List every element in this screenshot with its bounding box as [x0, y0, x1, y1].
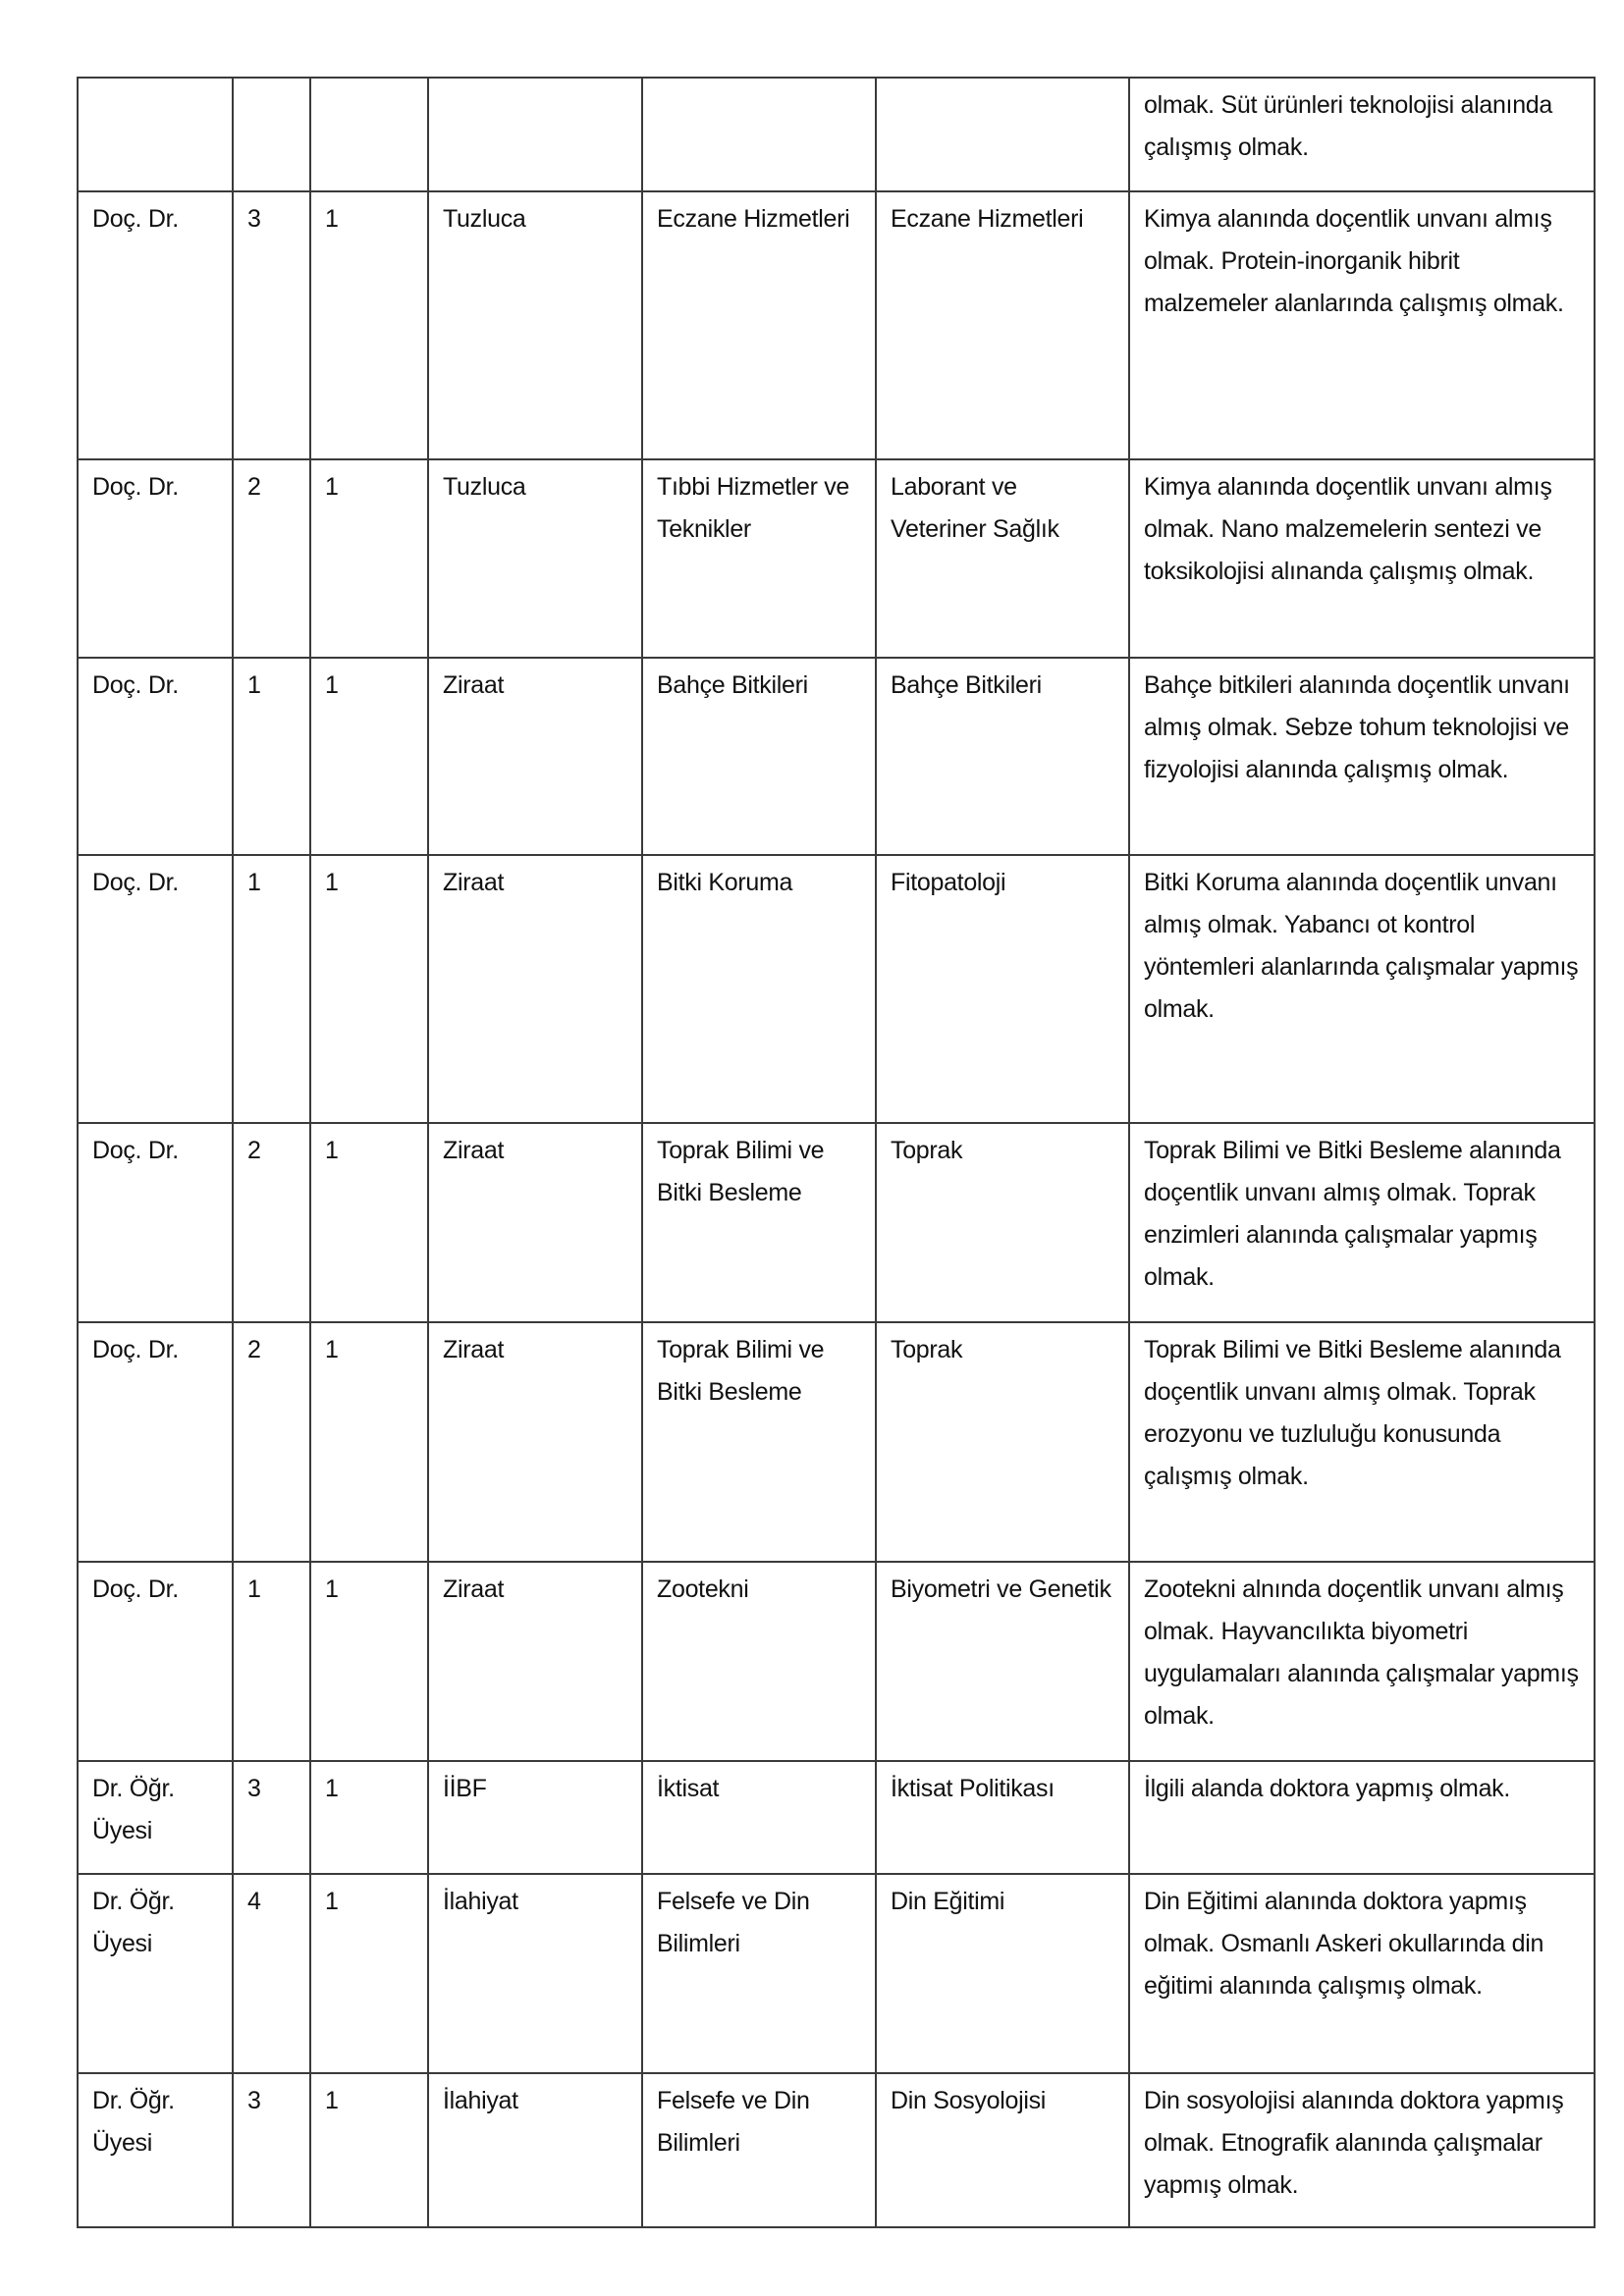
requirement-cell: Din sosyolojisi alanında doktora yapmış olmak. Etnografik alanında çalışmalar yapmış olmak. — [1129, 2073, 1595, 2227]
table-row — [78, 1123, 1595, 1322]
field-cell: Toprak — [876, 1123, 1129, 1322]
faculty-cell: Tuzluca — [428, 459, 642, 658]
title-cell: Dr. Öğr. Üyesi — [78, 1874, 233, 2073]
table-row — [78, 855, 1595, 1123]
department-cell — [642, 78, 876, 191]
table-row — [78, 459, 1595, 658]
faculty-cell: Ziraat — [428, 1562, 642, 1761]
department-cell: Felsefe ve Din Bilimleri — [642, 2073, 876, 2227]
department-cell: Tıbbi Hizmetler ve Teknikler — [642, 459, 876, 658]
quota-cell: 1 — [310, 1874, 428, 2073]
department-cell: Toprak Bilimi ve Bitki Besleme — [642, 1123, 876, 1322]
staff-positions-table — [77, 77, 1596, 2228]
quota-cell — [310, 78, 428, 191]
department-cell: Bitki Koruma — [642, 855, 876, 1123]
title-cell: Dr. Öğr. Üyesi — [78, 2073, 233, 2227]
field-cell: Laborant ve Veteriner Sağlık — [876, 459, 1129, 658]
table-row — [78, 1322, 1595, 1562]
field-cell — [876, 78, 1129, 191]
field-cell: Din Sosyolojisi — [876, 2073, 1129, 2227]
quota-cell: 1 — [310, 459, 428, 658]
count-cell: 2 — [233, 1322, 310, 1562]
table-row — [78, 2073, 1595, 2227]
quota-cell: 1 — [310, 1123, 428, 1322]
count-cell: 3 — [233, 2073, 310, 2227]
title-cell — [78, 78, 233, 191]
title-cell: Dr. Öğr. Üyesi — [78, 1761, 233, 1874]
title-cell: Doç. Dr. — [78, 191, 233, 459]
title-cell: Doç. Dr. — [78, 658, 233, 855]
count-cell: 1 — [233, 658, 310, 855]
count-cell: 1 — [233, 1562, 310, 1761]
quota-cell: 1 — [310, 2073, 428, 2227]
count-cell — [233, 78, 310, 191]
requirement-cell: Kimya alanında doçentlik unvanı almış olmak. Nano malzemelerin sentezi ve toksikolojisi alınanda çalışmış olmak. — [1129, 459, 1595, 658]
requirement-cell: Toprak Bilimi ve Bitki Besleme alanında doçentlik unvanı almış olmak. Toprak enzimleri alanında çalışmalar yapmış olmak. — [1129, 1123, 1595, 1322]
department-cell: İktisat — [642, 1761, 876, 1874]
table-row — [78, 78, 1595, 191]
title-cell: Doç. Dr. — [78, 459, 233, 658]
faculty-cell: Ziraat — [428, 855, 642, 1123]
field-cell: Biyometri ve Genetik — [876, 1562, 1129, 1761]
requirement-cell: Din Eğitimi alanında doktora yapmış olmak. Osmanlı Askeri okullarında din eğitimi alanında çalışmış olmak. — [1129, 1874, 1595, 2073]
requirement-cell: olmak. Süt ürünleri teknolojisi alanında çalışmış olmak. — [1129, 78, 1595, 191]
field-cell: Bahçe Bitkileri — [876, 658, 1129, 855]
count-cell: 3 — [233, 1761, 310, 1874]
quota-cell: 1 — [310, 1322, 428, 1562]
table-row — [78, 1562, 1595, 1761]
quota-cell: 1 — [310, 1562, 428, 1761]
field-cell: Toprak — [876, 1322, 1129, 1562]
requirement-cell: Toprak Bilimi ve Bitki Besleme alanında doçentlik unvanı almış olmak. Toprak erozyonu ve tuzluluğu konusunda çalışmış olmak. — [1129, 1322, 1595, 1562]
faculty-cell — [428, 78, 642, 191]
field-cell: İktisat Politikası — [876, 1761, 1129, 1874]
requirement-cell: İlgili alanda doktora yapmış olmak. — [1129, 1761, 1595, 1874]
count-cell: 3 — [233, 191, 310, 459]
table-row — [78, 191, 1595, 459]
faculty-cell: Ziraat — [428, 1322, 642, 1562]
table-row — [78, 658, 1595, 855]
quota-cell: 1 — [310, 1761, 428, 1874]
faculty-cell: Tuzluca — [428, 191, 642, 459]
count-cell: 2 — [233, 1123, 310, 1322]
requirement-cell: Bitki Koruma alanında doçentlik unvanı almış olmak. Yabancı ot kontrol yöntemleri alanlarında çalışmalar yapmış olmak. — [1129, 855, 1595, 1123]
title-cell: Doç. Dr. — [78, 1562, 233, 1761]
requirement-cell: Zootekni alnında doçentlik unvanı almış olmak. Hayvancılıkta biyometri uygulamaları alanında çalışmalar yapmış olmak. — [1129, 1562, 1595, 1761]
table-body — [78, 78, 1595, 2227]
department-cell: Zootekni — [642, 1562, 876, 1761]
faculty-cell: Ziraat — [428, 1123, 642, 1322]
faculty-cell: İİBF — [428, 1761, 642, 1874]
count-cell: 4 — [233, 1874, 310, 2073]
faculty-cell: Ziraat — [428, 658, 642, 855]
requirement-cell: Bahçe bitkileri alanında doçentlik unvanı almış olmak. Sebze tohum teknolojisi ve fizyolojisi alanında çalışmış olmak. — [1129, 658, 1595, 855]
count-cell: 2 — [233, 459, 310, 658]
field-cell: Eczane Hizmetleri — [876, 191, 1129, 459]
table-row — [78, 1761, 1595, 1874]
department-cell: Eczane Hizmetleri — [642, 191, 876, 459]
table-row — [78, 1874, 1595, 2073]
title-cell: Doç. Dr. — [78, 855, 233, 1123]
count-cell: 1 — [233, 855, 310, 1123]
requirement-cell: Kimya alanında doçentlik unvanı almış olmak. Protein-inorganik hibrit malzemeler alanlarında çalışmış olmak. — [1129, 191, 1595, 459]
department-cell: Felsefe ve Din Bilimleri — [642, 1874, 876, 2073]
field-cell: Fitopatoloji — [876, 855, 1129, 1123]
quota-cell: 1 — [310, 855, 428, 1123]
quota-cell: 1 — [310, 191, 428, 459]
department-cell: Bahçe Bitkileri — [642, 658, 876, 855]
quota-cell: 1 — [310, 658, 428, 855]
department-cell: Toprak Bilimi ve Bitki Besleme — [642, 1322, 876, 1562]
field-cell: Din Eğitimi — [876, 1874, 1129, 2073]
title-cell: Doç. Dr. — [78, 1123, 233, 1322]
faculty-cell: İlahiyat — [428, 2073, 642, 2227]
faculty-cell: İlahiyat — [428, 1874, 642, 2073]
title-cell: Doç. Dr. — [78, 1322, 233, 1562]
